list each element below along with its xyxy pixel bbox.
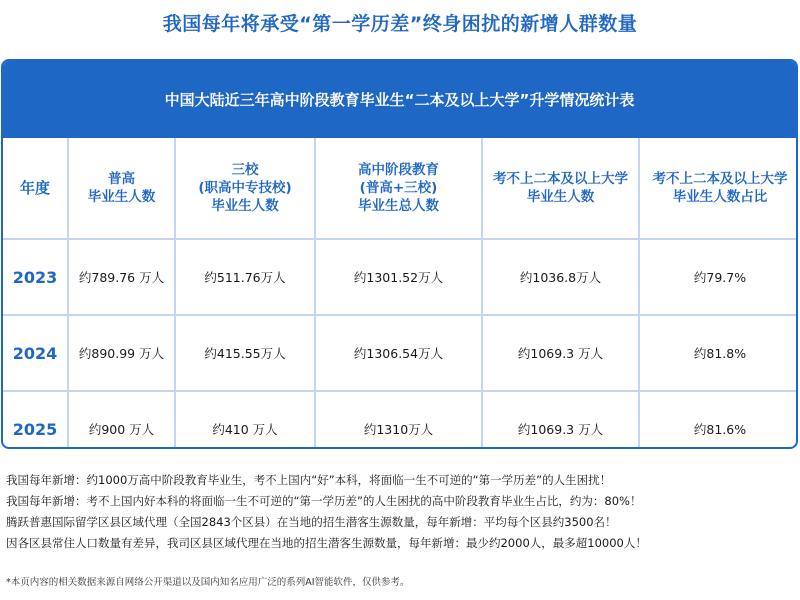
col-header-vocational: [175, 138, 315, 239]
header-line: 年度: [19, 179, 50, 197]
note-line: 我国每年新增：考不上国内好本科的将面临一生不可逆的“第一学历差”的人生困扰的高中阶段教育毕业生占比，约为：80%！: [6, 494, 642, 508]
table-cell: 约410 万人: [175, 391, 315, 449]
table-cell: 约81.6%: [693, 422, 747, 437]
header-line: 毕业生人数: [87, 189, 156, 205]
page-title: 我国每年将承受“第一学历差”终身困扰的新增人群数量: [162, 13, 638, 35]
header-line: 毕业生总人数: [358, 198, 439, 214]
stats-table: [1, 59, 798, 449]
col-header-not-admitted-ratio: [639, 138, 798, 239]
table-cell: 约1069.3 万人: [482, 391, 639, 449]
notes-block: [6, 470, 796, 554]
note-line: 腾跃普惠国际留学区县区域代理（全国2843个区县）在当地的招生潜客生源数量，每年新增：平均每个区县约3500名！: [6, 515, 617, 529]
header-line: 普高: [108, 171, 135, 187]
col-header-year: [3, 138, 68, 239]
header-line: 毕业生人数占比: [672, 189, 768, 205]
header-line: 毕业生人数: [211, 198, 279, 214]
header-line: 考不上二本及以上大学: [493, 171, 628, 187]
table-row: [3, 315, 798, 391]
col-header-not-admitted: [482, 138, 639, 239]
table-row: [3, 391, 798, 449]
table-cell: 约511.76万人: [175, 239, 315, 315]
table-cell: 约789.76 万人: [68, 239, 175, 315]
table-cell: 约900 万人: [68, 391, 175, 449]
table-cell: 约1306.54万人: [315, 315, 482, 391]
table-cell: 约79.7%: [639, 239, 798, 315]
year-cell: 2024: [3, 315, 68, 391]
col-header-general-hs: [68, 138, 175, 239]
table-row: [3, 239, 798, 315]
table-cell: 约1036.8万人: [482, 239, 639, 315]
table-cell: 约415.55万人: [175, 315, 315, 391]
header-line: (职高中专技校): [198, 180, 292, 196]
note-line: 因各区县常住人口数量有差异，我司区县区域代理在当地的招生潜客生源数量，每年新增：最少约2000人，最多超10000人！: [6, 536, 647, 550]
table-cell: 约890.99 万人: [68, 315, 175, 391]
header-line: (普高+三校): [359, 180, 438, 196]
header-row: [3, 138, 798, 239]
year-cell: 2025: [3, 391, 68, 449]
table-cell: 约1069.3 万人: [482, 315, 639, 391]
header-line: 毕业生人数: [526, 189, 595, 205]
year-cell: 2023: [3, 239, 68, 315]
table-cell: 约1310万人: [315, 391, 482, 449]
source-footnote: *本页内容的相关数据来源自网络公开渠道以及国内知名应用广泛的系列AI智能软件，仅供参考。: [6, 577, 410, 588]
note-line: 我国每年新增：约1000万高中阶段教育毕业生，考不上国内“好”本科，将面临一生不可逆的“第一学历差”的人生困扰！: [6, 473, 612, 487]
header-line: 考不上二本及以上大学: [652, 171, 788, 187]
table-cell: 约81.8%: [639, 315, 798, 391]
header-line: 三校: [231, 162, 259, 178]
table-cell: 约1301.52万人: [315, 239, 482, 315]
col-header-total: [315, 138, 482, 239]
data-table: [3, 138, 798, 449]
header-line: 高中阶段教育: [358, 162, 439, 178]
table-caption: 中国大陆近三年高中阶段教育毕业生“二本及以上大学”升学情况统计表: [3, 61, 796, 138]
